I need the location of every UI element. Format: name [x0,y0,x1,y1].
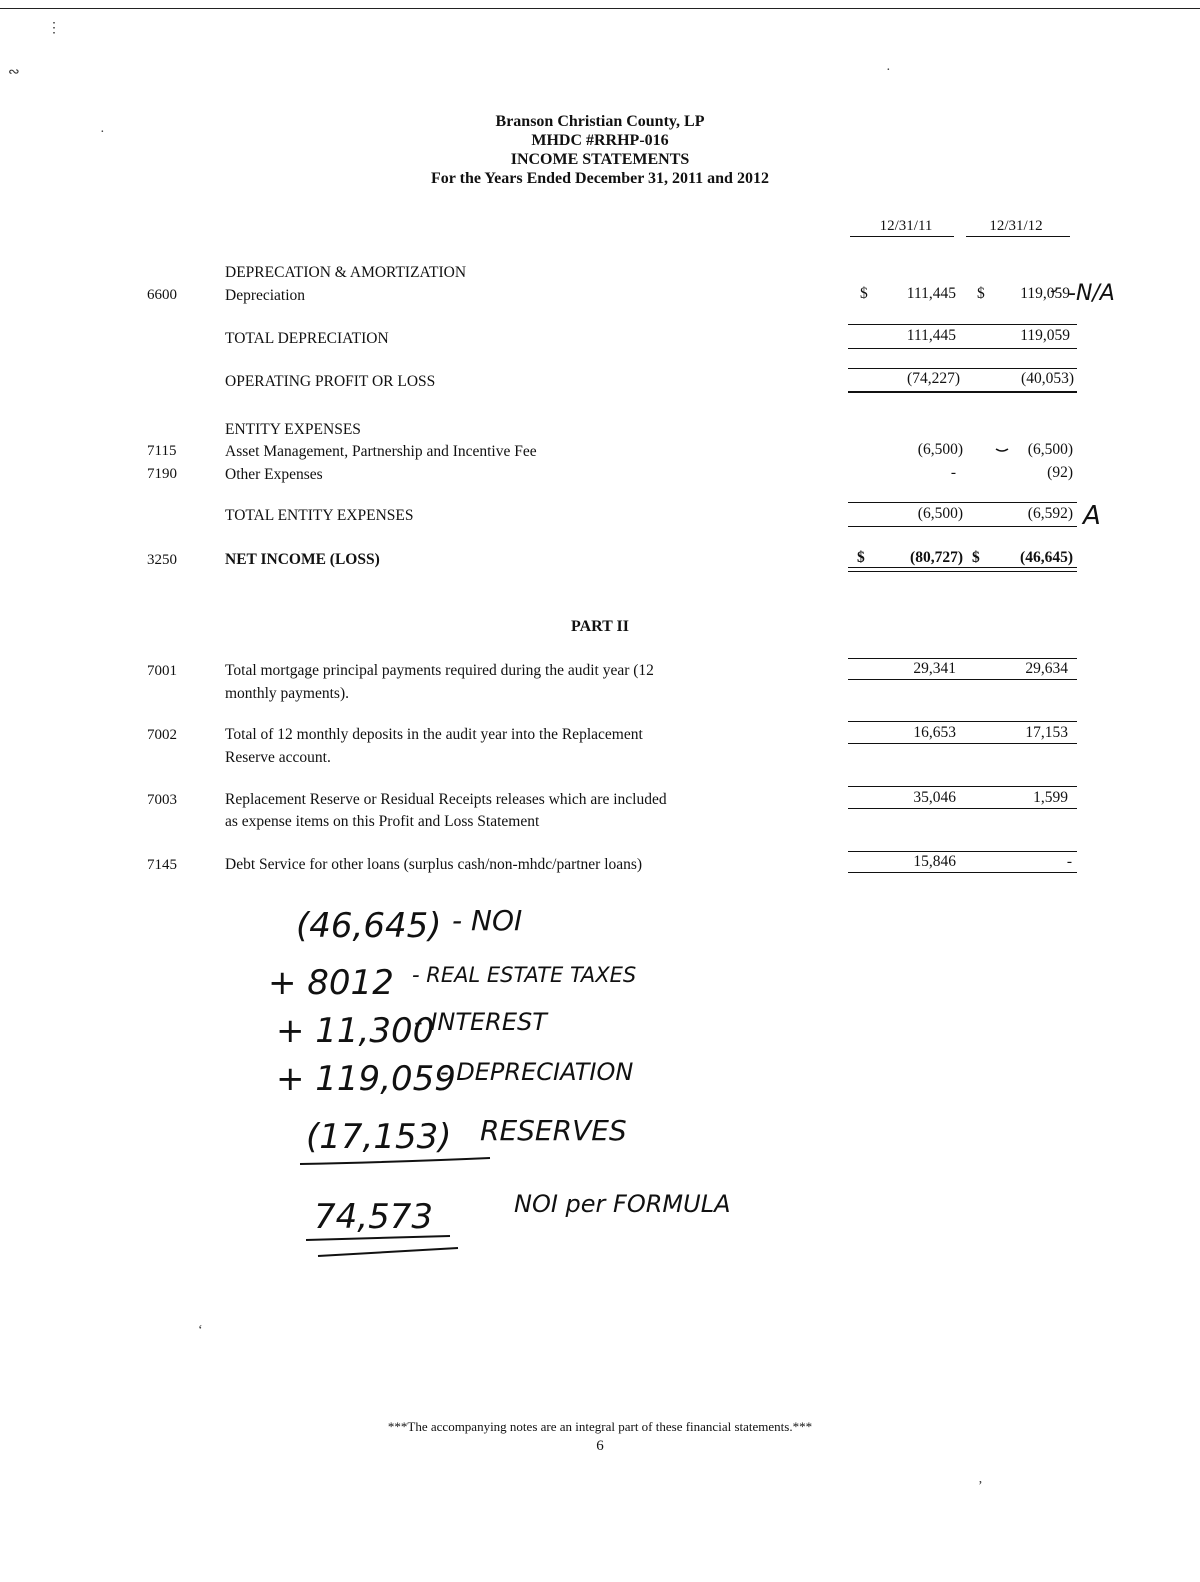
handwritten-calc-note: - DEPRECIATION [440,1058,634,1086]
total-rule [848,526,1077,527]
handwritten-calc-amount: (46,645) [296,906,442,946]
total-rule [848,391,1077,393]
value-2012: - [1066,853,1072,870]
line-label: Asset Management, Partnership and Incentive Fee [225,443,537,460]
scan-top-border [0,8,1200,9]
subtotal-rule [848,502,1077,503]
net-income-label: NET INCOME (LOSS) [225,551,380,568]
account-code: 3250 [147,552,177,568]
part2-title: PART II [571,618,629,635]
value-2011: 111,445 [906,285,956,302]
line-label: Depreciation [225,287,306,304]
double-rule [848,567,1077,568]
total-2011: (6,500) [917,505,963,522]
total-label: TOTAL ENTITY EXPENSES [225,507,414,524]
currency-symbol: $ [977,285,985,302]
handwritten-calc-amount: (17,153) [306,1117,452,1157]
account-code: 7145 [147,857,177,873]
subtotal-rule [848,658,1077,659]
project-number: MHDC #RRHP-016 [531,132,669,149]
value-2011: 29,341 [913,660,956,677]
section-heading-entity-expenses: ENTITY EXPENSES [225,421,361,438]
part2-line1: Total of 12 monthly deposits in the audit year into the Replacement [225,726,643,743]
entity-name: Branson Christian County, LP [495,113,705,130]
handwritten-calc-amount: + 119,059 [276,1059,456,1099]
part2-line2: monthly payments). [225,685,349,702]
account-code: 7003 [147,792,177,808]
value-2011: - [950,464,956,481]
value-2012: (6,500) [1027,441,1073,458]
subtotal-rule [848,721,1077,722]
statement-title: INCOME STATEMENTS [510,151,690,168]
page-number: 6 [596,1438,604,1454]
net-income-2011: (80,727) [910,549,963,566]
total-rule [848,872,1077,873]
value-2011: 35,046 [913,789,956,806]
value-2011: 16,653 [913,724,956,741]
scan-mark: ’ [978,1479,983,1494]
value-2012: 119,059 [1020,285,1070,302]
total-2012: 119,059 [1020,327,1070,344]
total-rule [848,348,1077,349]
handwritten-underline [306,1236,450,1240]
statement-period: For the Years Ended December 31, 2011 and 2012 [431,170,769,187]
scan-mark: · [100,125,105,140]
section-heading-depreciation: DEPRECATION & AMORTIZATION [225,264,467,281]
double-rule [848,571,1077,572]
handwritten-calc-result: 74,573 [314,1197,433,1237]
value-2012: 17,153 [1025,724,1068,741]
total-2012: (6,592) [1027,505,1073,522]
column-heading-2011: 12/31/11 [879,218,933,234]
handwritten-calc-amount: + 8012 [268,963,394,1003]
handwritten-calc-note: - NOI [452,904,523,937]
subtotal-rule [848,851,1077,852]
scan-mark: · [886,63,891,78]
value-2012: 1,599 [1033,789,1068,806]
column-heading-rule [966,236,1070,237]
value-2011: (6,500) [917,441,963,458]
footer-note: ***The accompanying notes are an integral part of these financial statements.*** [387,1419,813,1434]
currency-symbol: $ [972,549,980,566]
line-label: Other Expenses [225,466,323,483]
value-2012: (92) [1047,464,1073,481]
handwritten-calc-note: - INTEREST [414,1008,547,1036]
subtotal-rule [848,324,1077,325]
handwritten-calc-amount: + 11,300 [276,1011,435,1051]
scan-mark: ‘ [198,1323,203,1338]
total-rule [848,808,1077,809]
value-2011: 15,846 [913,853,956,870]
total-rule [848,679,1077,680]
currency-symbol: $ [860,285,868,302]
column-heading-2012: 12/31/12 [989,218,1043,234]
part2-line2: Reserve account. [225,749,331,766]
account-code: 7001 [147,663,177,679]
value-2012: 29,634 [1025,660,1068,677]
total-label: TOTAL DEPRECIATION [225,330,389,347]
part2-line2: as expense items on this Profit and Loss Statement [225,813,540,830]
handwritten-calc-note: NOI per FORMULA [514,1190,731,1218]
total-rule [848,743,1077,744]
handwritten-calc-note: - REAL ESTATE TAXES [412,963,637,987]
net-income-2012: (46,645) [1020,549,1073,566]
part2-line1: Replacement Reserve or Residual Receipts releases which are included [225,791,667,808]
handwritten-underline [300,1158,490,1164]
account-code: 7002 [147,727,177,743]
scan-mark: ∾ [8,65,20,80]
handwritten-a-mark: A [1083,501,1101,531]
statement-header [300,112,900,188]
handwritten-na-note: -N/A [1068,281,1115,306]
scan-mark: ⋮ [47,21,61,36]
handwritten-underline [318,1248,458,1256]
account-code: 7190 [147,466,177,482]
subtotal-rule [848,368,1077,369]
account-code: 6600 [147,287,177,303]
operating-label: OPERATING PROFIT OR LOSS [225,373,436,390]
handwritten-calc-note: RESERVES [480,1114,627,1147]
total-2011: 111,445 [906,327,956,344]
part2-line1: Total mortgage principal payments required during the audit year (12 [225,662,654,679]
subtotal-rule [848,786,1077,787]
currency-symbol: $ [857,549,865,566]
account-code: 7115 [147,443,177,459]
operating-2011: (74,227) [907,370,960,387]
part2-line1: Debt Service for other loans (surplus cash/non-mhdc/partner loans) [225,856,643,873]
column-heading-rule [850,236,954,237]
operating-2012: (40,053) [1021,370,1074,387]
